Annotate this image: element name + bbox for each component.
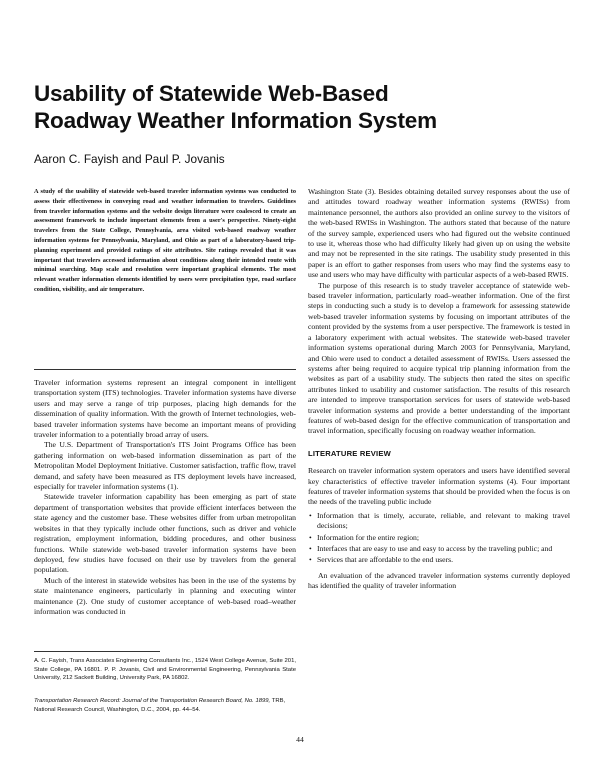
paragraph: Much of the interest in statewide websites has been in the use of the systems by state maintenance engineers, particularly in planning and executing winter maintenance (2). One study of customer acceptance of web-based road–weather information was conducted in xyxy=(34,575,296,616)
bullet-icon: • xyxy=(309,532,312,542)
list-item-text: Information that is timely, accurate, reliable, and relevant to making travel decisions; xyxy=(317,510,570,531)
title-line-2: Roadway Weather Information System xyxy=(34,108,437,133)
list-item xyxy=(308,555,570,565)
abstract: A study of the usability of statewide web-based traveler information systems was conducted to assess their effectiveness in conveying road and weather information to travelers. Guidelines from traveler information systems and the website design literature were coalesced to create an assessment framework to include important elements from a user's perspective. Ninety-eight travelers from the State College, Pennsylvania, area visited web-based roadway weather information systems for Pennsylvania, Maryland, and Ohio as part of a laboratory-based trip-planning experiment and provided ratings of site attributes. Site ratings revealed that it was important that travelers accessed information about conditions along their intended route with minimal searching. Map scale and resolution were important graphical elements. The most relevant weather information elements identified by users were precipitation type, road surface condition, visibility, and air temperature. xyxy=(34,188,296,293)
section-heading: LITERATURE REVIEW xyxy=(308,448,391,458)
journal-details: TRB, National Research Council, Washington, D.C., 2004, pp. 44–54. xyxy=(34,698,286,713)
list-item-text: Information for the entire region; xyxy=(317,532,420,542)
paragraph: An evaluation of the advanced traveler information systems currently deployed has identified the quality of traveler information xyxy=(308,570,570,591)
bullet-list xyxy=(308,511,570,566)
bullet-icon: • xyxy=(309,510,312,520)
paragraph: Traveler information systems represent an integral component in intelligent transportation system (ITS) technologies. Traveler information systems have diverse users and may serve a range of trip purposes, placing high demands for the dissemination of quality information. With the growth of Internet technologies, web-based traveler information systems have become an important means of providing traveler information to a potentially broad array of users. xyxy=(34,378,296,440)
paragraph: Washington State (3). Besides obtaining detailed survey responses about the use of and attitudes toward roadway weather information systems (RWISs) from maintenance personnel, the authors also provided an online survey to the visitors of the web-based RWISs in Washington. The authors stated that because of the nature of the survey sample, experienced users who had figured out the website continued to use it, whereas those who had difficulty likely had given up on using the website and may not be represented in the site ratings. The usability study presented in this paper is an effort to gather responses from users who may find the systems easy to use and users who may have difficulty with particular aspects of a web-based RWIS. xyxy=(308,187,570,280)
list-item-text: Services that are affordable to the end users. xyxy=(317,555,454,565)
paragraph: Statewide traveler information capability has been emerging as part of state department of transportation websites that provide efficient interfaces between the state agency and the customer base. These websites differ from urban metropolitan websites in that they typically include other functions, such as driver and vehicle registration, employment information, bidding procedures, and other business functions. While statewide web-based traveler information systems have been deployed, few studies have focused on their use by travelers from the general population. xyxy=(34,492,296,575)
list-item xyxy=(308,544,570,554)
page-number: 44 xyxy=(296,735,304,744)
right-column xyxy=(308,187,570,592)
title-line-1: Usability of Statewide Web-Based xyxy=(34,81,389,106)
paper-title xyxy=(34,80,514,134)
left-column xyxy=(34,378,296,617)
paragraph: Research on traveler information system operators and users have identified several key characteristics of effective traveler information systems (4). Four important features of traveler information systems that should be provided when the focus is on the needs of the traveling public include xyxy=(308,466,570,507)
abstract-divider xyxy=(34,369,296,370)
authors: Aaron C. Fayish and Paul P. Jovanis xyxy=(34,152,225,166)
list-item xyxy=(308,511,570,532)
paragraph: The U.S. Department of Transportation's ITS Joint Programs Office has been gathering information on web-based information dissemination as part of the Metropolitan Model Deployment Initiative. Customer satisfaction, traffic flow, travel demand, and safety have been measured as ITS deployment levels have increased, especially for traveler information systems (1). xyxy=(34,440,296,492)
author-affiliation: A. C. Fayish, Trans Associates Engineering Consultants Inc., 1524 West College Avenue, Suite 201, State College, PA 16801. P. P. Jovanis, Civil and Environmental Engineering, Pennsylvania State University, 212 Sackett Building, University Park, PA 16802. xyxy=(34,658,296,682)
footnote-divider xyxy=(34,651,160,652)
journal-citation xyxy=(34,697,296,714)
journal-name: Transportation Research Record: Journal of the Transportation Research Board, No. 1899, xyxy=(34,698,271,704)
list-item xyxy=(308,533,570,543)
paragraph: The purpose of this research is to study traveler acceptance of statewide web-based traveler information, particularly road–weather information. One of the first steps in conducting such a study is to develop a framework for assessing statewide web-based traveler information systems by focusing on important attributes of the content provided by the systems from a user perspective. The framework is tested in a laboratory experiment with actual websites. The statewide web-based traveler information systems operational during March 2003 for Pennsylvania, Maryland, and Ohio were used to conduct a detailed assessment of RWISs. Users assessed the systems after being required to acquire typical trip planning information from the websites as part of a usability study. The subjects then rated the sites on specific attributes linked to usability and customer satisfaction. The results of this research are intended to improve transportation services for users of statewide web-based traveler information systems and provide a better understanding of the important features of web-based design for the effective communication of transportation and travel information, specifically focusing on roadway weather information. xyxy=(308,280,570,436)
list-item-text: Interfaces that are easy to use and easy to access by the traveling public; and xyxy=(317,544,553,553)
bullet-icon: • xyxy=(309,555,312,565)
bullet-icon: • xyxy=(309,544,312,553)
